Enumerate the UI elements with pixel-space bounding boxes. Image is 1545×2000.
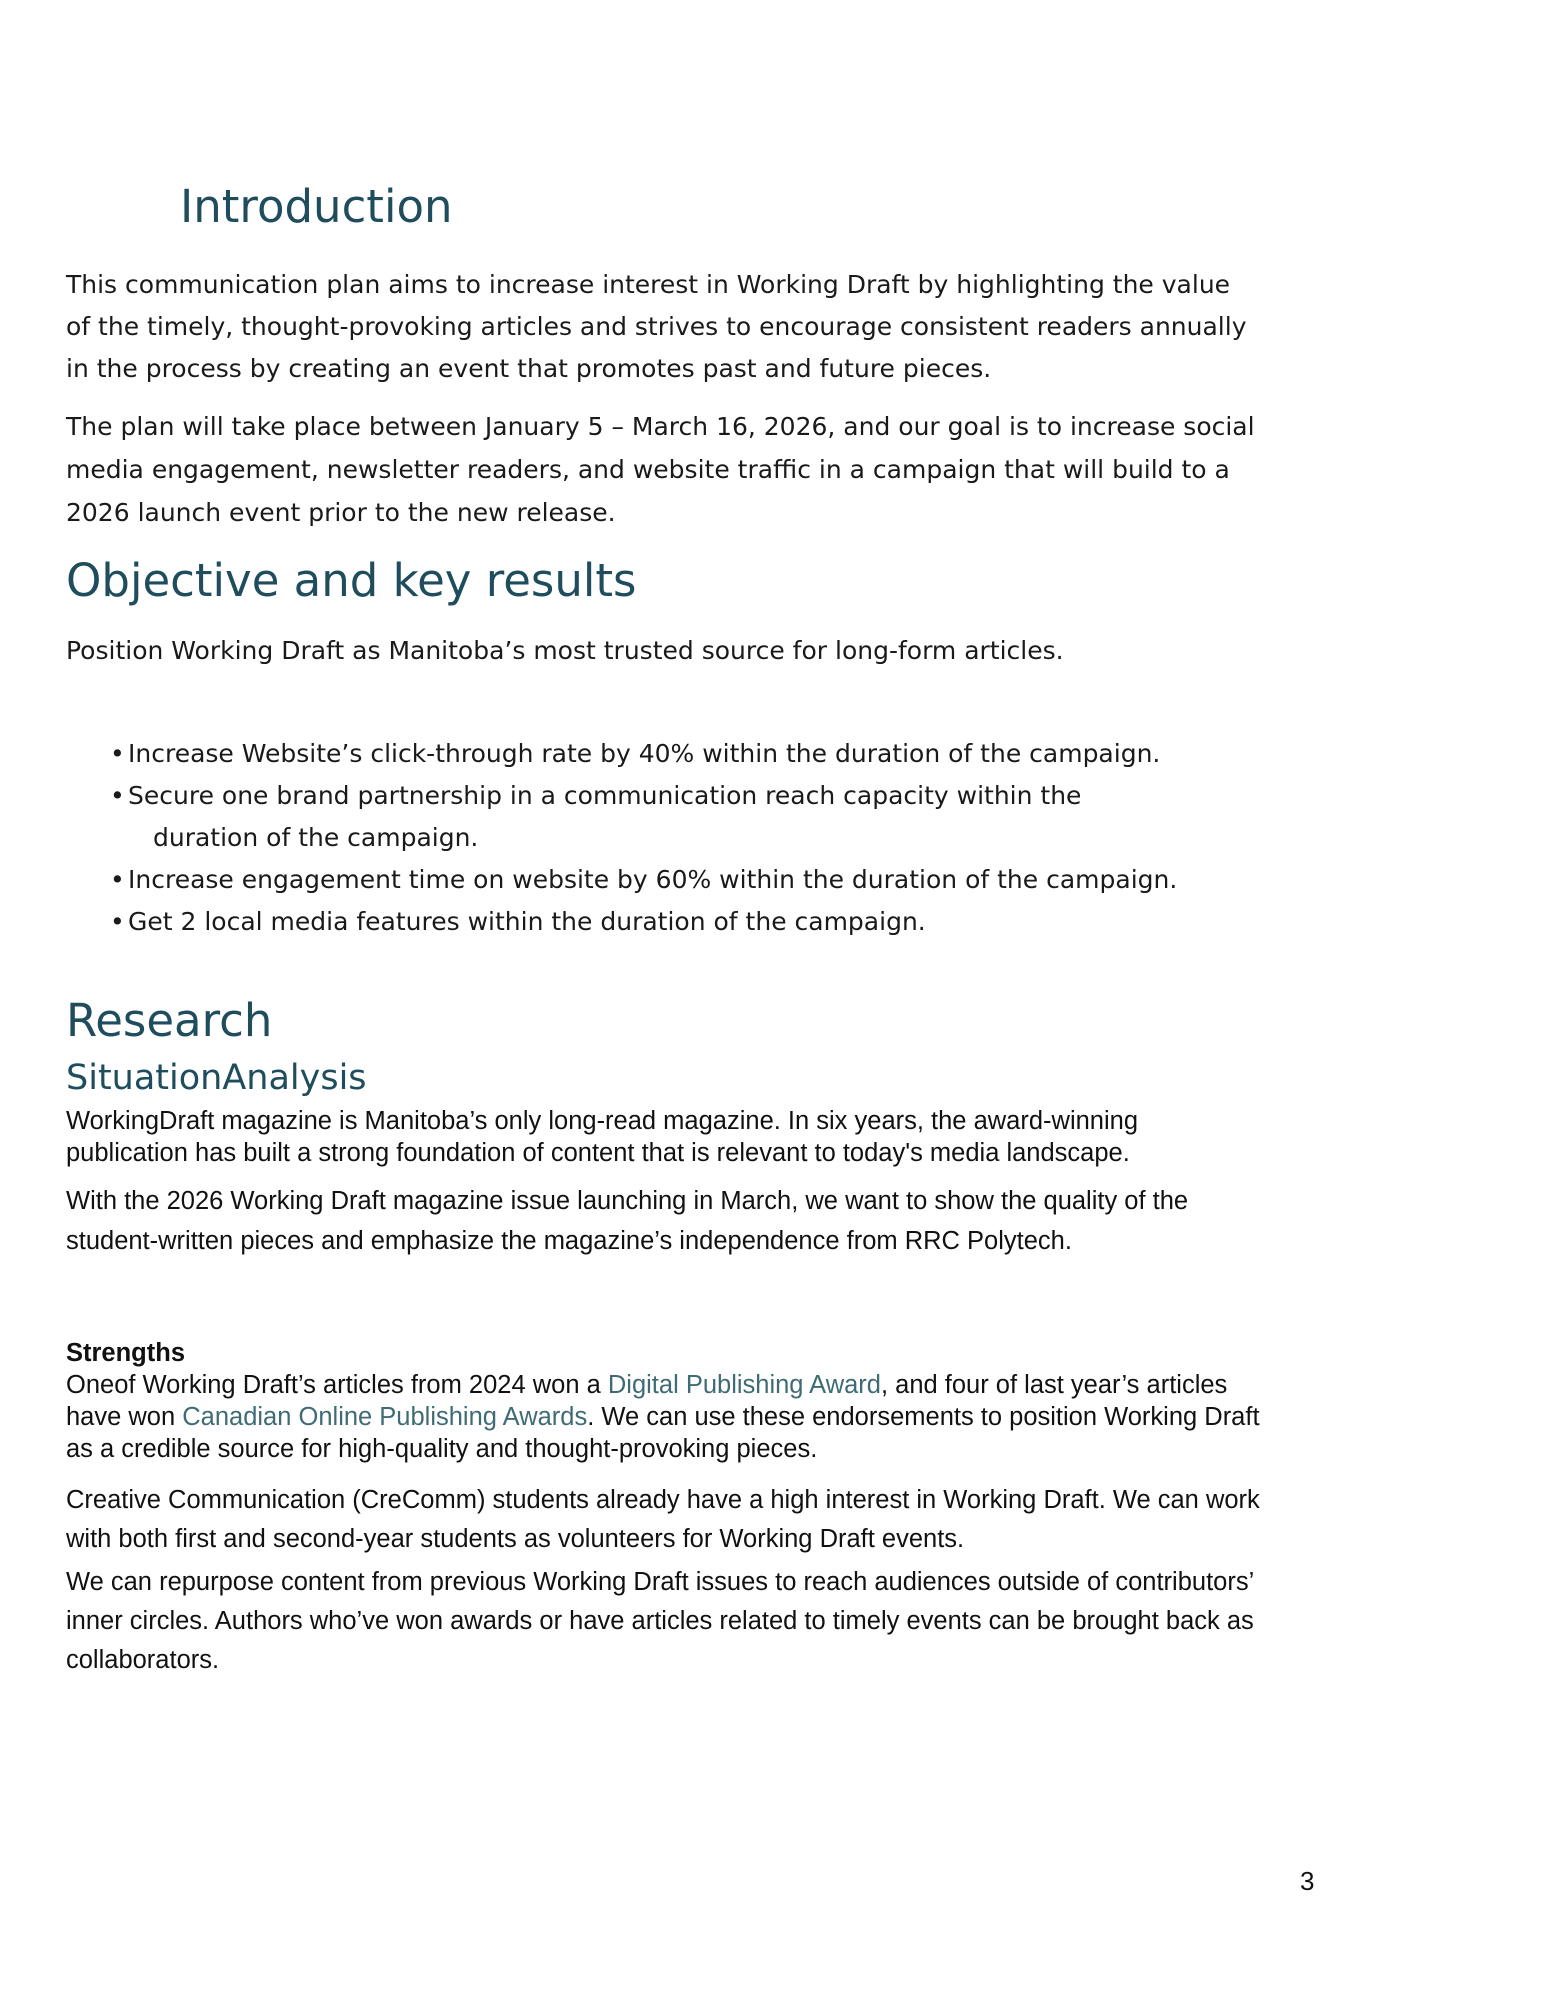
introduction-paragraph-2: The plan will take place between January 5 – March 16, 2026, and our goal is to increase social media engagement, newsletter readers, and website traffic in a campaign that will build to a 2026 launch event prior to the new release. <box>66 412 1255 527</box>
strengths-paragraph-3: We can repurpose content from previous Working Draft issues to reach audiences outside of contributors’ inner circles. Authors who’ve won awards or have articles related to timely events can be brought back as collaborators. <box>66 1568 1254 1674</box>
key-result-text: Get 2 local media features within the duration of the campaign. <box>128 907 926 936</box>
canadian-online-publishing-awards-link[interactable]: Canadian Online Publishing Awards <box>182 1403 588 1431</box>
digital-publishing-award-link[interactable]: Digital Publishing Award <box>607 1371 881 1399</box>
strengths-text: , and four of last year’s articles have won <box>66 1371 1228 1431</box>
introduction-paragraph-1: This communication plan aims to increase interest in Working Draft by highlighting the value of the timely, thought-provoking articles and strives to encourage consistent readers annually in the process by creating an event that promotes past and future pieces. <box>66 270 1247 383</box>
bullet-icon: • <box>110 865 125 894</box>
list-item <box>110 775 1260 859</box>
situation-paragraph-2: With the 2026 Working Draft magazine issue launching in March, we want to show the quality of the student-written pieces and emphasize the magazine’s independence from RRC Polytech. <box>66 1187 1189 1255</box>
introduction-heading: Introduction <box>180 180 453 233</box>
key-result-text: Secure one brand partnership in a communication reach capacity within the <box>128 781 1082 810</box>
strengths-text: . We can use these endorsements to position Working Draft as a credible source for high-quality and thought-provoking pieces. <box>66 1403 1260 1463</box>
situation-paragraph-1: WorkingDraft magazine is Manitoba’s only long-read magazine. In six years, the award-winning publication has built a strong foundation of content that is relevant to today's media landscape. <box>66 1107 1138 1167</box>
list-item <box>110 733 1260 775</box>
key-results-list <box>110 733 1260 943</box>
strengths-heading: Strengths <box>66 1339 186 1367</box>
strengths-paragraph-1 <box>66 1369 1261 1465</box>
bullet-icon: • <box>110 781 125 810</box>
okr-objective: Position Working Draft as Manitoba’s most trusted source for long-form articles. <box>66 636 1064 665</box>
okr-heading: Objective and key results <box>66 554 637 607</box>
strengths-paragraph-2: Creative Communication (CreComm) students already have a high interest in Working Draft. We can work with both first and second-year students as volunteers for Working Draft events. <box>66 1486 1260 1553</box>
list-item <box>110 901 1260 943</box>
research-heading: Research <box>66 994 273 1047</box>
list-item <box>110 859 1260 901</box>
bullet-icon: • <box>110 907 125 936</box>
key-result-continuation: duration of the campaign. <box>153 823 479 852</box>
bullet-icon: • <box>110 739 125 768</box>
strengths-text: Oneof Working Draft’s articles from 2024 won a <box>66 1371 608 1399</box>
page-number: 3 <box>1300 1866 1315 1896</box>
key-result-text: Increase Website’s click-through rate by 40% within the duration of the campaign. <box>128 739 1161 768</box>
situation-analysis-heading: SituationAnalysis <box>66 1058 367 1098</box>
key-result-text: Increase engagement time on website by 60% within the duration of the campaign. <box>128 865 1178 894</box>
